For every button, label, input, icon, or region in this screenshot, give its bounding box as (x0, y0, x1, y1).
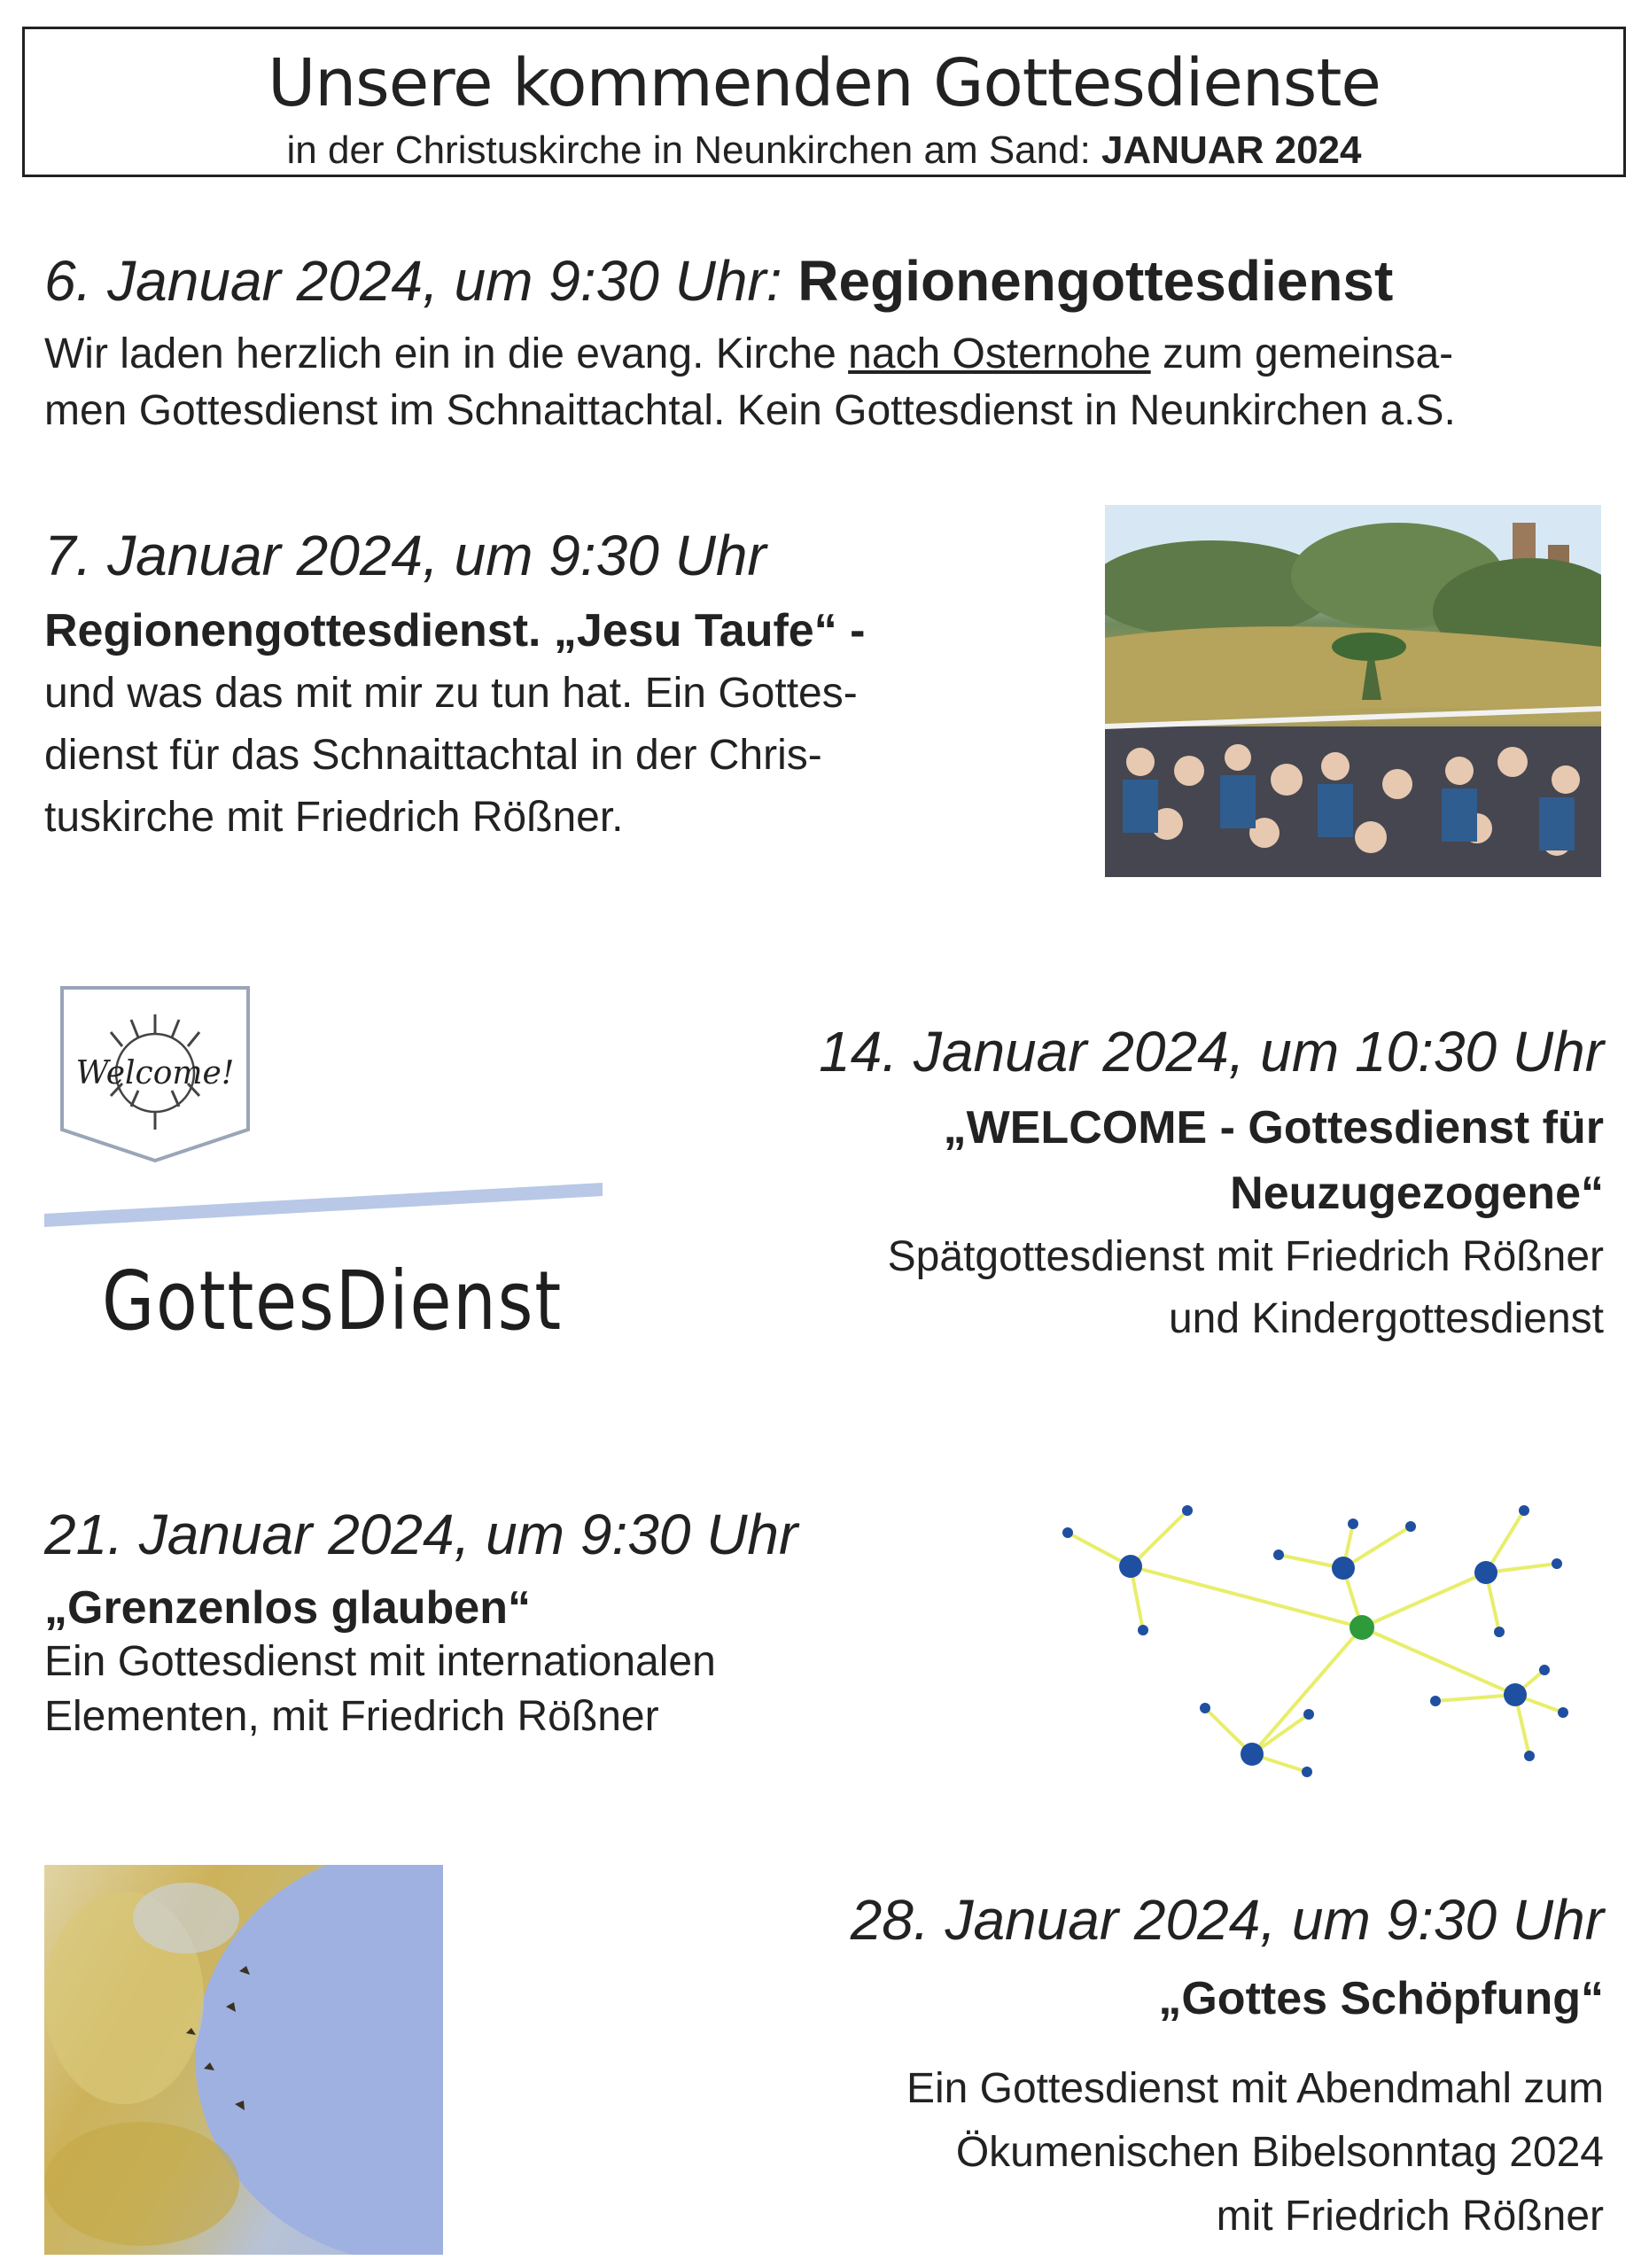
page-title: Unsere kommenden Gottesdienste (268, 45, 1381, 121)
description-line: und was das mit mir zu tun hat. Ein Gottes- (44, 670, 858, 717)
description-line: tuskirche mit Friedrich Rößner. (44, 794, 624, 841)
network-icon (1054, 1471, 1604, 1798)
description-line: und Kindergottesdienst (1168, 1295, 1604, 1342)
event-date: 21. Januar 2024, um 9:30 Uhr (44, 1503, 798, 1566)
title-line: Neuzugezogene“ (1230, 1168, 1604, 1219)
gottesdienst-wordmark: GottesDienst (102, 1254, 563, 1348)
event-description-line: men Gottesdienst im Schnaittachtal. Kein Gottesdienst in Neunkirchen a.S. (44, 387, 1456, 434)
description-part: Wir laden herzlich ein in die evang. Kirche (44, 330, 849, 377)
event-jan-28 (549, 1887, 1604, 2249)
subtitle-location: in der Christuskirche in Neunkirchen am Sand: (286, 128, 1102, 172)
welcome-badge-icon (44, 979, 611, 1351)
event-jan-6 (44, 248, 1456, 439)
osternohe-link: nach Osternohe (848, 330, 1151, 377)
title-line: „WELCOME - Gottesdienst für (943, 1102, 1604, 1153)
event-date-text: 6. Januar 2024, um 9:30 Uhr: (44, 249, 782, 313)
description-line: dienst für das Schnaittachtal in der Chris- (44, 732, 822, 779)
description-line: Ein Gottesdienst mit internationalen (44, 1638, 716, 1685)
event-date: 28. Januar 2024, um 9:30 Uhr (850, 1888, 1604, 1952)
event-jan-7 (44, 523, 1063, 849)
event-title: Regionengottesdienst (797, 249, 1394, 313)
event-date (44, 248, 1456, 314)
photo-illustration (1105, 505, 1601, 877)
abstract-creation-image (44, 1865, 443, 2255)
event-title: „Grenzenlos glauben“ (44, 1582, 531, 1634)
event-jan-14 (620, 1019, 1604, 1350)
event-title: „Gottes Schöpfung“ (1158, 1973, 1604, 2024)
event-title: Regionengottesdienst. „Jesu Taufe“ - (44, 605, 866, 656)
welcome-gottesdienst-logo (44, 979, 611, 1351)
subtitle-month: JANUAR 2024 (1101, 128, 1362, 172)
event-date: 7. Januar 2024, um 9:30 Uhr (44, 524, 766, 587)
event-description (549, 2057, 1604, 2249)
description-line: Elementen, mit Friedrich Rößner (44, 1693, 659, 1740)
event-description (620, 1226, 1604, 1350)
event-date: 14. Januar 2024, um 10:30 Uhr (819, 1020, 1604, 1084)
welcome-script: Welcome! (75, 1055, 235, 1091)
header-box (22, 27, 1626, 177)
event-title (620, 1095, 1604, 1226)
page-subtitle (25, 128, 1623, 173)
jordan-baptism-photo (1105, 505, 1601, 877)
description-line: Ökumenischen Bibelsonntag 2024 (955, 2129, 1604, 2176)
event-jan-21 (44, 1502, 1019, 1744)
event-description (44, 1635, 1019, 1744)
event-description (44, 663, 1063, 849)
description-line: Ein Gottesdienst mit Abendmahl zum (906, 2065, 1604, 2112)
description-line: Spätgottesdienst mit Friedrich Rößner (887, 1233, 1604, 1280)
description-part: zum gemeinsa- (1150, 330, 1454, 377)
description-line: mit Friedrich Rößner (1216, 2193, 1604, 2240)
paint-illustration (44, 1865, 443, 2255)
network-graphic (1054, 1471, 1604, 1798)
event-description (44, 326, 1456, 383)
